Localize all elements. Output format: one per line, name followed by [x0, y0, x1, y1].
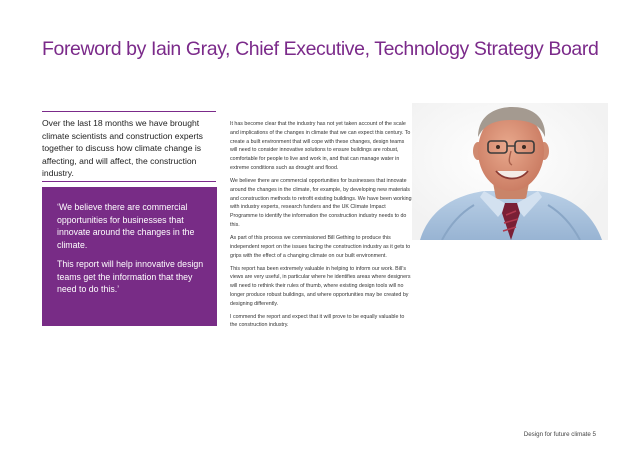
body-paragraph-4: This report has been extremely valuable in helping to inform our work. Bill’s views are very useful, in particular where he identifies areas where designers will need to rethink their rules of thumb, where existing design tools will no longer produce robust buildings, and where opportunities may be created by designing differently.: [230, 265, 411, 307]
body-paragraph-1: It has become clear that the industry has not yet taken account of the scale and implications of the changes in climate that we can expect this century. To create a built environment that will cope with these changes, design teams will need to consider innovative solutions to ensure buildings are robust, comfortable for people to live and work in, and that can manage water in extreme conditions such as drought and flood.: [230, 121, 411, 171]
portrait-illustration: [412, 103, 608, 240]
intro-bottom-divider: [42, 181, 216, 182]
page-footer: Design for future climate 5: [523, 431, 596, 438]
pull-quote-box: [42, 187, 217, 326]
pull-quote-paragraph-2: This report will help innovative design teams get the information that they need to do this.’: [57, 259, 204, 294]
page-title: Foreword by Iain Gray, Chief Executive, Technology Strategy Board: [42, 38, 599, 60]
body-paragraph-5: I commend the report and expect that it will prove to be equally valuable to the construction industry.: [230, 313, 405, 329]
portrait-photo: [412, 103, 608, 240]
body-text-column: [230, 120, 412, 334]
intro-top-divider: [42, 111, 216, 112]
intro-text: Over the last 18 months we have brought climate scientists and construction experts together to discuss how climate change is affecting, and will affect, the construction industry.: [42, 118, 203, 179]
pull-quote-paragraph-1: ‘We believe there are commercial opportunities for businesses that innovate around the changes in the climate.: [57, 202, 195, 250]
body-paragraph-2: We believe there are commercial opportunities for businesses that innovate around the changes in the climate, for example, by developing new materials and construction methods to retrofit existing buildings. We have been working with industry experts, research funders and the UK Climate Impact Programme to identify the information the construction industry needs to do this.: [230, 177, 412, 228]
body-paragraph-3: As part of this process we commissioned Bill Gething to produce this independent report on the issues facing the construction industry as it gets to grips with the effect of a changing climate on our built environment.: [230, 234, 411, 259]
